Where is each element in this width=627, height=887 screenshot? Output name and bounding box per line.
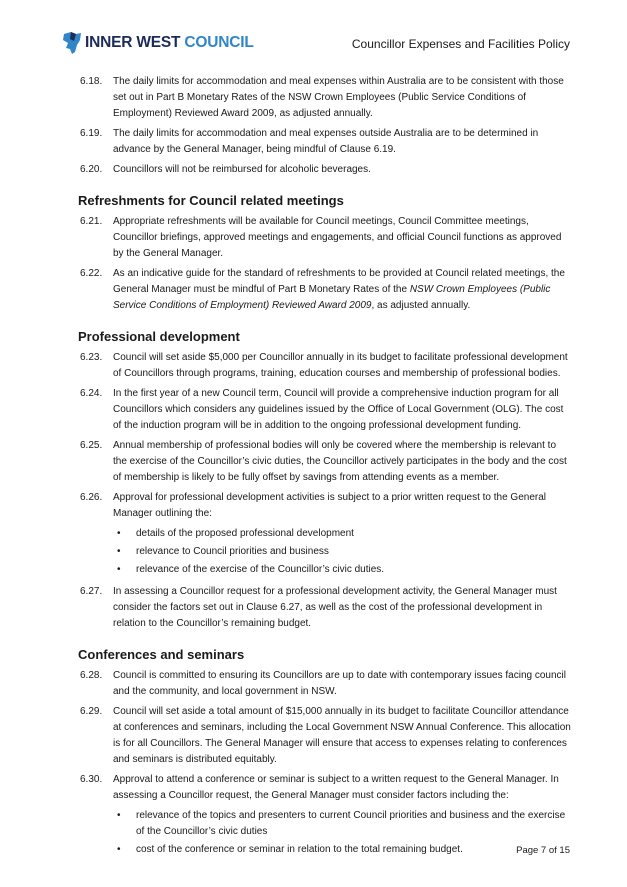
heading-professional-development: Professional development xyxy=(78,329,240,344)
award-title-italic: NSW Crown Employees (Public Service Conditions of Employment) Reviewed Award 2009 xyxy=(113,284,551,311)
heading-refreshments: Refreshments for Council related meetings xyxy=(78,193,344,208)
clause-text: Annual membership of professional bodies will only be covered where the membership is relevant to the exercise of the Councillor’s civic duties, the Councillor actively participates in the body and the cost of membership is likely to be fully offset by savings from attending events as a member. xyxy=(113,440,567,483)
page-number: Page 7 of 15 xyxy=(516,845,570,856)
list-item: • details of the proposed professional development xyxy=(113,526,572,542)
clause-6-21 xyxy=(80,214,572,262)
bullet-list xyxy=(113,808,572,858)
clause-6-20 xyxy=(80,162,572,178)
clause-text: Council will set aside a total amount of $15,000 annually in its budget to facilitate Councillor attendance at conferences and seminars, including the Local Government NSW Annual Conference. This allocation is for all Councillors. The General Manager will ensure that access to expenses relating to conferences and seminars is distributed equitably. xyxy=(113,706,571,765)
clause-6-29 xyxy=(80,704,572,768)
page-body xyxy=(80,74,572,864)
clause-6-26 xyxy=(80,490,572,580)
clause-text-post: , as adjusted annually. xyxy=(371,300,471,311)
council-logo xyxy=(62,31,254,55)
clause-6-30 xyxy=(80,772,572,860)
clause-text: Approval for professional development activities is subject to a prior written request to the General Manager outlining the: xyxy=(113,492,546,519)
clause-text-pre: As an indicative guide for the standard of refreshments to be provided at Council related meetings, the General Manager must be mindful of Part B Monetary Rates of the xyxy=(113,268,565,295)
clause-6-24 xyxy=(80,386,572,434)
clause-text: The daily limits for accommodation and meal expenses within Australia are to be consistent with those set out in Part B Monetary Rates of the NSW Crown Employees (Public Service Conditions of Employment) Reviewed Award 2009, as adjusted annually. xyxy=(113,76,564,119)
clause-number: 6.29. xyxy=(80,706,103,717)
clause-number: 6.26. xyxy=(80,492,103,503)
clause-number: 6.28. xyxy=(80,670,103,681)
logo-text-inner-west: INNER WEST xyxy=(85,34,181,52)
clause-number: 6.25. xyxy=(80,440,103,451)
clause-number: 6.21. xyxy=(80,216,103,227)
clause-text: In assessing a Councillor request for a professional development activity, the General Manager must consider the factors set out in Clause 6.27, as well as the cost of the professional development in relation to the Councillor’s remaining budget. xyxy=(113,586,557,629)
clause-number: 6.22. xyxy=(80,268,103,279)
clause-number: 6.23. xyxy=(80,352,103,363)
nsw-map-logo-icon xyxy=(62,31,82,55)
clause-6-28 xyxy=(80,668,572,700)
clause-6-26-body xyxy=(113,490,572,580)
list-item: • relevance of the topics and presenters to current Council priorities and business and the exercise of the Councillor’s civic duties xyxy=(113,808,572,840)
clause-number: 6.18. xyxy=(80,76,103,87)
clause-6-19 xyxy=(80,126,572,158)
clause-text: Councillors will not be reimbursed for alcoholic beverages. xyxy=(113,164,371,175)
clause-text: Approval to attend a conference or seminar is subject to a written request to the General Manager. In assessing a Councillor request, the General Manager must consider factors including the: xyxy=(113,774,559,801)
clause-number: 6.27. xyxy=(80,586,103,597)
clause-text: Appropriate refreshments will be available for Council meetings, Council Committee meetings, Councillor briefings, approved meetings and engagements, and official Council functions as approved by the General Manager. xyxy=(113,216,562,259)
clause-6-23 xyxy=(80,350,572,382)
clause-6-25 xyxy=(80,438,572,486)
heading-conferences-seminars: Conferences and seminars xyxy=(78,647,245,662)
list-item: • relevance to Council priorities and business xyxy=(113,544,572,560)
document-title: Councillor Expenses and Facilities Policy xyxy=(351,37,570,51)
clause-6-18 xyxy=(80,74,572,122)
clause-6-27 xyxy=(80,584,572,632)
clause-text: The daily limits for accommodation and meal expenses outside Australia are to be determined in advance by the General Manager, being mindful of Clause 6.19. xyxy=(113,128,539,155)
clause-text xyxy=(113,266,572,314)
clause-6-22 xyxy=(80,266,572,314)
clause-text: Council will set aside $5,000 per Councillor annually in its budget to facilitate professional development of Councillors through programs, training, education courses and membership of professional bodies. xyxy=(113,352,568,379)
list-item: • cost of the conference or seminar in relation to the total remaining budget. xyxy=(113,842,572,858)
list-item: • relevance of the exercise of the Councillor’s civic duties. xyxy=(113,562,572,578)
clause-number: 6.20. xyxy=(80,164,103,175)
clause-number: 6.24. xyxy=(80,388,103,399)
bullet-list xyxy=(113,526,572,578)
logo-text-council: COUNCIL xyxy=(180,34,254,52)
page-header xyxy=(0,0,627,70)
logo-text xyxy=(85,35,254,51)
clause-6-30-body xyxy=(113,772,572,860)
clause-text: In the first year of a new Council term, Council will provide a comprehensive induction program for all Councillors which considers any guidelines issued by the Office of Local Government (OLG). The cost of the induction program will be in addition to the ongoing professional development funding. xyxy=(113,388,564,431)
clause-text: Council is committed to ensuring its Councillors are up to date with contemporary issues facing council and the community, and local government in NSW. xyxy=(113,670,566,697)
clause-number: 6.30. xyxy=(80,774,103,785)
clause-number: 6.19. xyxy=(80,128,103,139)
